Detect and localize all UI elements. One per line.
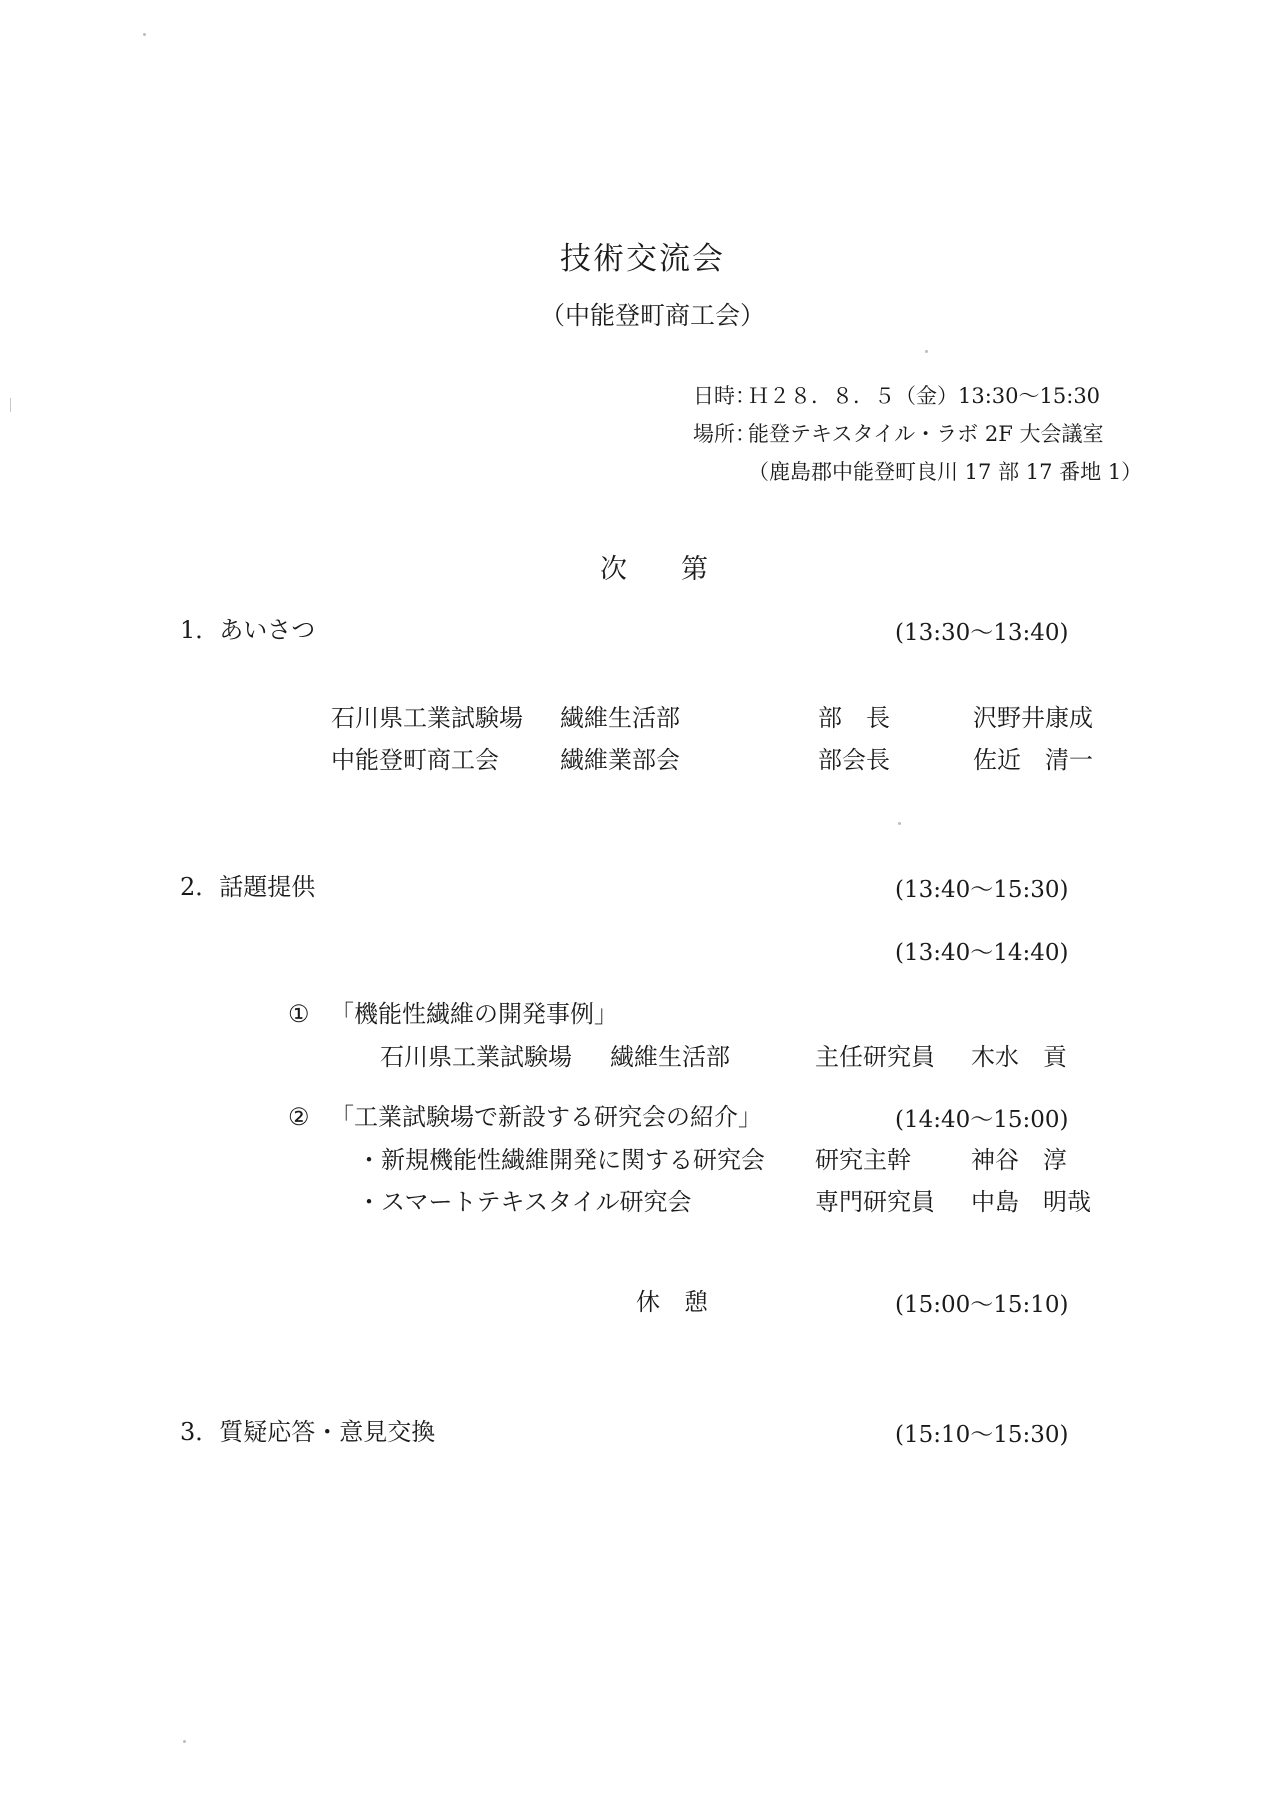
scan-speck (183, 1740, 186, 1743)
item1-row2-name: 佐近 清一 (973, 746, 1093, 774)
item3-label: 3．質疑応答・意見交換 (180, 1418, 436, 1446)
datetime-label: 日時： (693, 384, 756, 408)
item2-label: 2．話題提供 (180, 873, 316, 901)
topic1-org: 石川県工業試験場 (380, 1043, 572, 1071)
scan-speck (898, 822, 901, 825)
datetime-value: Ｈ２８．８．５（金）13:30～15:30 (748, 384, 1101, 408)
topic2-row1-text: ・新規機能性繊維開発に関する研究会 (357, 1146, 765, 1174)
item1-label: 1．あいさつ (180, 616, 316, 644)
item1-row1-name: 沢野井康成 (973, 704, 1093, 732)
place-value: 能登テキスタイル・ラボ 2F 大会議室 (748, 422, 1104, 446)
page-subtitle: （中能登町商工会） (540, 301, 766, 330)
topic1-role: 主任研究員 (815, 1043, 935, 1071)
scan-speck (143, 33, 146, 36)
item1-row2-org: 中能登町商工会 (331, 746, 499, 774)
topic2-row1-name: 神谷 淳 (971, 1146, 1067, 1174)
item1-row1-org: 石川県工業試験場 (331, 704, 523, 732)
item1-row1-role: 部 長 (818, 704, 890, 732)
topic1-title: 「機能性繊維の開発事例」 (330, 1000, 618, 1028)
topic2-row2-name: 中島 明哉 (971, 1188, 1091, 1216)
page-title: 技術交流会 (560, 241, 725, 277)
topic1-number: ① (288, 1000, 310, 1028)
topic2-title: 「工業試験場で新設する研究会の紹介」 (330, 1103, 762, 1131)
break-time: (15:00～15:10) (895, 1292, 1069, 1318)
item3-time: (15:10～15:30) (895, 1422, 1069, 1448)
agenda-heading: 次 第 (600, 554, 708, 585)
topic2-time: (14:40～15:00) (895, 1107, 1069, 1133)
address: （鹿島郡中能登町良川 17 部 17 番地 1） (748, 460, 1143, 484)
item1-row1-dept: 繊維生活部 (560, 704, 680, 732)
scan-mark (10, 398, 11, 412)
scan-speck (925, 350, 928, 353)
item1-time: (13:30～13:40) (895, 620, 1069, 646)
topic1-dept: 繊維生活部 (610, 1043, 730, 1071)
topic2-number: ② (288, 1103, 310, 1131)
topic2-row2-text: ・スマートテキスタイル研究会 (357, 1188, 692, 1216)
break-label: 休 憩 (636, 1288, 708, 1316)
place-label: 場所： (693, 422, 756, 446)
topic2-row2-role: 専門研究員 (815, 1188, 935, 1216)
item2-time: (13:40～15:30) (895, 877, 1069, 903)
topic2-row1-role: 研究主幹 (815, 1146, 911, 1174)
item1-row2-role: 部会長 (818, 746, 890, 774)
topic1-name: 木水 貢 (971, 1043, 1067, 1071)
item2-subtime: (13:40～14:40) (895, 940, 1069, 966)
item1-row2-dept: 繊維業部会 (560, 746, 680, 774)
